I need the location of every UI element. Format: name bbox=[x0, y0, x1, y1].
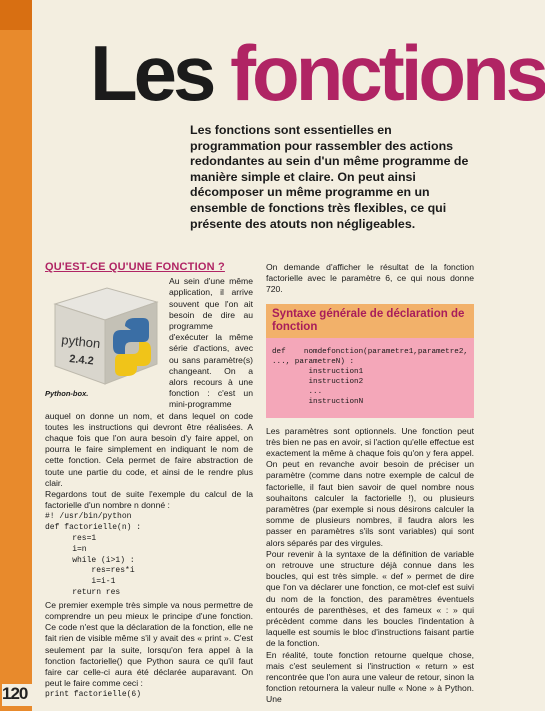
page-number: 120 bbox=[2, 684, 42, 706]
paragraph-4: On demande d'afficher le résultat de la fonction factorielle avec le paramètre 6, ce qui nous donne 720. bbox=[266, 262, 474, 295]
image-caption: Python-box. bbox=[45, 389, 89, 399]
cube-text-version: 2.4.2 bbox=[68, 353, 95, 368]
paragraph-5: Les paramètres sont optionnels. Une fonction peut très bien ne pas en avoir, si l'action qu'elle effectue est exactement la même à chaque fois qu'on y fera appel. On peut en revanche avoir besoin de préciser un paramètre (comme dans notre exemple de calcul de factorielle, il faut bien savoir de quel nombre nous souhaitons calculer la factorielle !), ou plusieurs paramètres (par exemple si nous désirons calculer la somme de plusieurs nombres, il faudra alors les passer en paramètres s'ils sont variables) qui sont alors séparés par des virgules. bbox=[266, 425, 474, 548]
code-line: def nomdefonction(parametre1,parametre2, bbox=[272, 347, 468, 356]
code-line: ... bbox=[272, 387, 323, 396]
side-band-top bbox=[0, 0, 32, 30]
python-cube-icon bbox=[45, 276, 163, 388]
paragraph-1: Au sein d'une même application, il arrive souvent que l'on ait besoin de dire au programme d'exécuter la même série d'actions, avec ou sans paramètre(s) changeant. On a alors recours à une fonction : c'est un mini-programme auquel on donne un nom, et dans lequel on code toutes les instructions qui devront être réalisées. A chaque fois que l'on aura besoin d'y faire appel, on pourra le faire simplement en indiquant le nom de cette fonction. Cela permet de faire abstraction de toute une partie du code, et ainsi de le rendre plus clair. bbox=[45, 276, 253, 488]
syntax-box-body bbox=[266, 338, 474, 418]
right-column bbox=[266, 262, 474, 706]
syntax-code bbox=[272, 347, 468, 407]
code-print-call: print factorielle(6) bbox=[45, 690, 142, 700]
intro-paragraph: Les fonctions sont essentielles en programmation pour rassembler des actions redondantes au sein d'un même programme de manière simple et claire. On peut ainsi décomposer un même programme en un ensemble de fonctions très flexibles, ce qui présente des atouts non négligeables. bbox=[190, 123, 469, 231]
code-factorielle bbox=[45, 512, 253, 598]
code-line: instructionN bbox=[272, 397, 364, 406]
cube-text-python: python bbox=[60, 332, 102, 352]
paragraph-7: En réalité, toute fonction retourne quelque chose, mais c'est seulement si l'instruction « return » est rencontrée que l'on aura une valeur de retour, sinon la fonction retournera la valeur nulle « None » à Python. Une bbox=[266, 649, 474, 705]
code-line: res=1 bbox=[53, 534, 97, 544]
code-line: #! /usr/bin/python bbox=[45, 512, 132, 522]
paragraph-3: Ce premier exemple très simple va nous permettre de comprendre un peu mieux le principe d'une fonction. Ce code n'est que la déclaration de la fonction, elle ne fait rien de visible même s'il y avait des « print ». C'est seulement par la suite, lorsqu'on fera appel à la fonction factorielle() que Python saura ce qu'il faut faire car celle-ci aura été déclarée auparavant. On peut le faire comme ceci : bbox=[45, 599, 253, 689]
title-word-les: Les bbox=[90, 29, 213, 117]
python-box-image bbox=[45, 276, 163, 400]
code-line: instruction2 bbox=[272, 377, 364, 386]
code-line: res=res*i bbox=[53, 566, 135, 576]
code-line: ..., parametreN) : bbox=[272, 357, 355, 366]
section-heading: QU'EST-CE QU'UNE FONCTION ? bbox=[45, 261, 225, 273]
syntax-box bbox=[266, 304, 474, 418]
left-column bbox=[45, 262, 253, 702]
side-color-band bbox=[0, 0, 32, 711]
code-line: return res bbox=[53, 588, 121, 598]
paragraph-2: Regardons tout de suite l'exemple du calcul de la factorielle d'un nombre n donné : bbox=[45, 489, 253, 511]
page-title bbox=[90, 28, 545, 118]
code-line: while (i>1) : bbox=[53, 555, 135, 565]
code-line: i=i-1 bbox=[53, 577, 116, 587]
code-line: instruction1 bbox=[272, 367, 364, 376]
paragraph-6: Pour revenir à la syntaxe de la définition de variable on retrouve une structure déjà connue dans les boucles, qui est très simple. « def » permet de dire que l'on va déclarer une fonction, ce mot-clef est suivi du nom de la fonction, des paramètres éventuels entourés de parenthèses, et des fameux « : » qui précèdent comme dans les boucles l'indentation à laquelle est soumis le bloc d'instructions faisant partie de la fonction. bbox=[266, 548, 474, 649]
syntax-box-title: Syntaxe générale de déclaration de fonction bbox=[266, 304, 474, 338]
title-word-fonctions: fonctions bbox=[230, 29, 545, 117]
code-line: i=n bbox=[53, 544, 87, 554]
code-line: def factorielle(n) : bbox=[45, 523, 142, 533]
